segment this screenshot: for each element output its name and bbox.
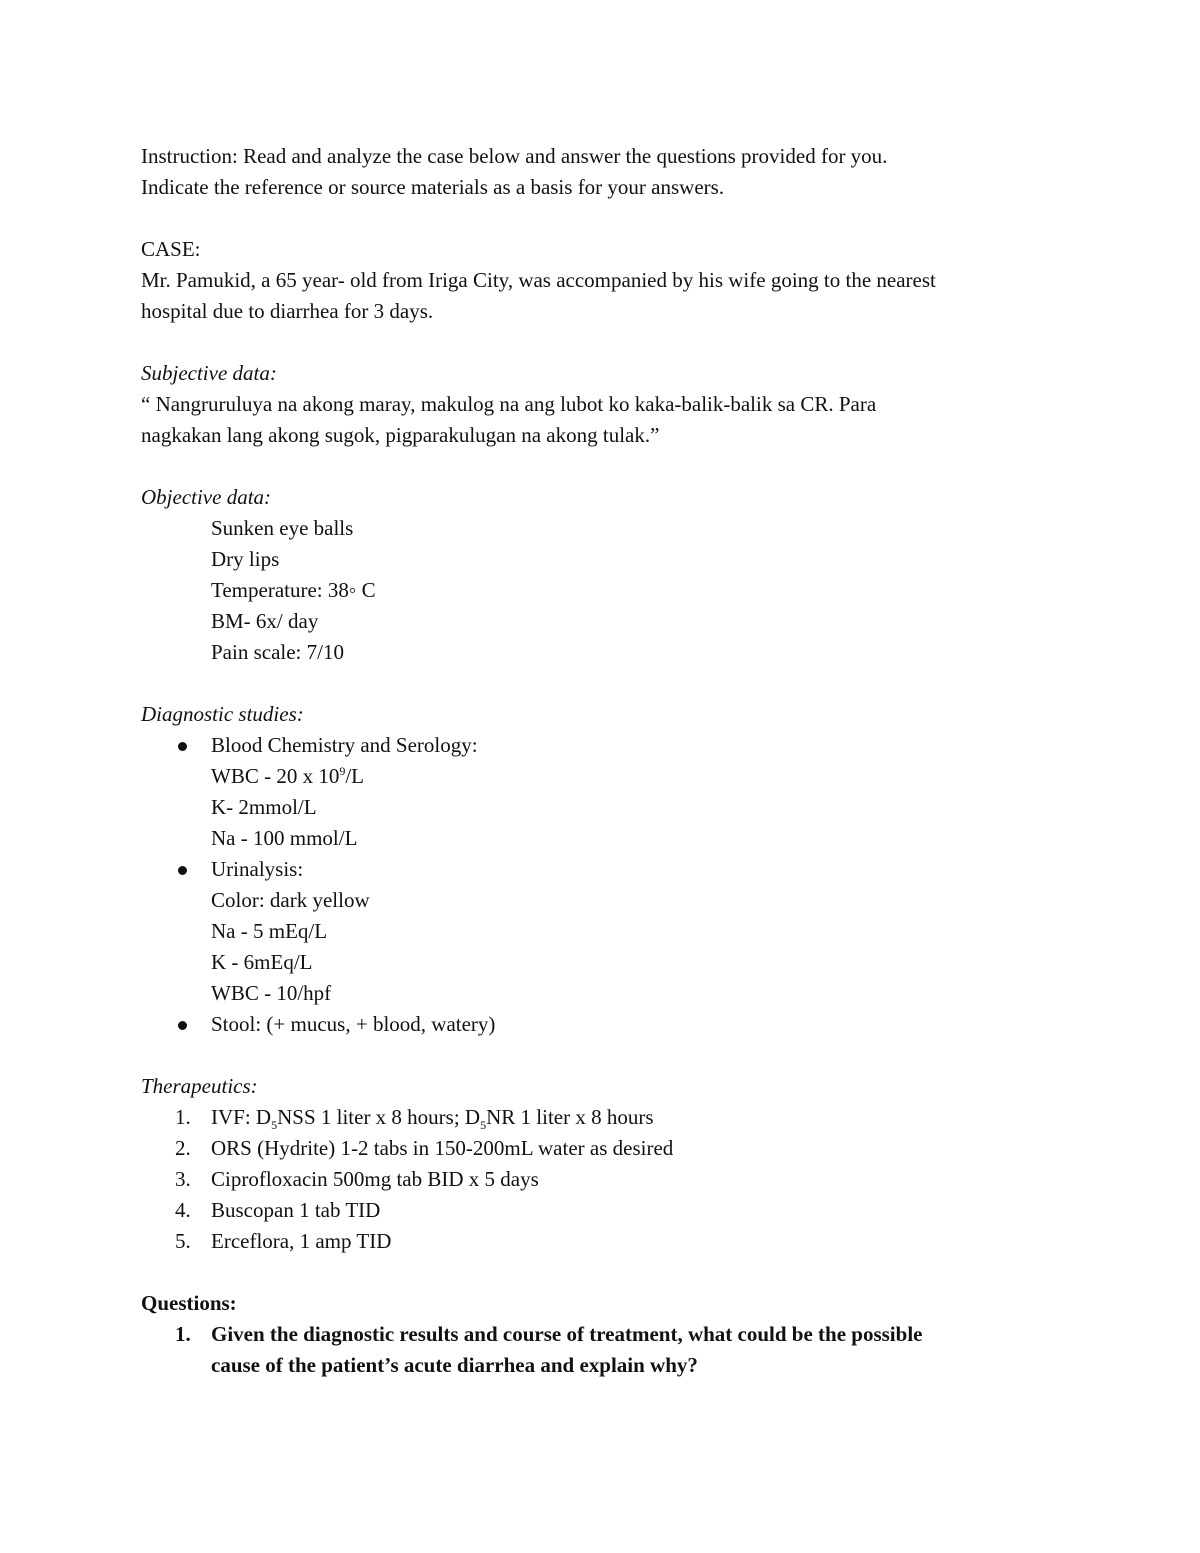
- blood-chemistry-title: Blood Chemistry and Serology:: [211, 733, 478, 757]
- therapeutics-item: [141, 1133, 1061, 1164]
- question-1-text: Given the diagnostic results and course of treatment, what could be the possible: [211, 1322, 923, 1346]
- therapeutics-label: Therapeutics:: [141, 1074, 258, 1098]
- list-number: 2.: [175, 1136, 191, 1160]
- subjective-line-1: “ Nangruruluya na akong maray, makulog na ang lubot ko kaka-balik-balik sa CR. Para: [141, 392, 877, 416]
- wbc-unit: /L: [345, 764, 364, 788]
- therapeutics-text: ORS (Hydrite) 1-2 tabs in 150-200mL water as desired: [211, 1136, 674, 1160]
- question-1-line-1: [141, 1319, 1061, 1350]
- bullet-icon: [178, 1021, 187, 1030]
- urinalysis-result: Color: dark yellow: [211, 888, 370, 912]
- wbc-result: [141, 761, 1061, 792]
- question-1-line-2: [141, 1350, 1061, 1381]
- instruction-line-2: Indicate the reference or source materials as a basis for your answers.: [141, 175, 725, 199]
- wbc-pre: WBC - 20 x 10: [211, 764, 340, 788]
- list-number: 3.: [175, 1167, 191, 1191]
- document-body: [141, 141, 1061, 1381]
- wbc-exponent: 9: [339, 764, 346, 778]
- blood-chemistry-item: [141, 730, 1061, 761]
- objective-item: BM- 6x/ day: [211, 609, 319, 633]
- stool-item: [141, 1009, 1061, 1040]
- therapeutics-text: Erceflora, 1 amp TID: [211, 1229, 392, 1253]
- urinalysis-result: K - 6mEq/L: [211, 950, 313, 974]
- subjective-label: Subjective data:: [141, 361, 277, 385]
- therapeutics-text: Ciprofloxacin 500mg tab BID x 5 days: [211, 1167, 539, 1191]
- therapeutics-item: [141, 1195, 1061, 1226]
- therapeutics-item: [141, 1226, 1061, 1257]
- therapeutics-text: Buscopan 1 tab TID: [211, 1198, 381, 1222]
- bullet-icon: [178, 742, 187, 751]
- subjective-line-2: nagkakan lang akong sugok, pigparakulugan na akong tulak.”: [141, 423, 660, 447]
- stool-text: Stool: (+ mucus, + blood, watery): [211, 1012, 496, 1036]
- case-label: CASE:: [141, 237, 201, 261]
- question-1-text-cont: cause of the patient’s acute diarrhea and explain why?: [211, 1353, 698, 1377]
- questions-label: Questions:: [141, 1291, 237, 1315]
- list-number: 4.: [175, 1198, 191, 1222]
- urinalysis-title: Urinalysis:: [211, 857, 304, 881]
- instruction-line-1: Instruction: Read and analyze the case below and answer the questions provided for you.: [141, 144, 888, 168]
- ivf-subscript: 5: [480, 1118, 487, 1133]
- case-line-2: hospital due to diarrhea for 3 days.: [141, 299, 434, 323]
- sodium-result: Na - 100 mmol/L: [211, 826, 358, 850]
- therapeutics-item: [141, 1164, 1061, 1195]
- bullet-icon: [178, 866, 187, 875]
- urinalysis-item: [141, 854, 1061, 885]
- ivf-subscript: 5: [271, 1118, 278, 1133]
- urinalysis-result: Na - 5 mEq/L: [211, 919, 328, 943]
- question-number: 1.: [175, 1322, 191, 1346]
- potassium-result: K- 2mmol/L: [211, 795, 317, 819]
- ivf-text: NSS 1 liter x 8 hours; D: [277, 1105, 481, 1129]
- objective-label: Objective data:: [141, 485, 272, 509]
- diagnostics-label: Diagnostic studies:: [141, 702, 304, 726]
- case-line-1: Mr. Pamukid, a 65 year- old from Iriga City, was accompanied by his wife going to the nearest: [141, 268, 936, 292]
- ivf-text: IVF: D: [211, 1105, 272, 1129]
- ivf-text: NR 1 liter x 8 hours: [486, 1105, 654, 1129]
- objective-item: Sunken eye balls: [211, 516, 354, 540]
- objective-item: Pain scale: 7/10: [211, 640, 344, 664]
- list-number: 5.: [175, 1229, 191, 1253]
- objective-item: Dry lips: [211, 547, 280, 571]
- objective-item: Temperature: 38◦ C: [211, 578, 376, 602]
- therapeutics-item: [141, 1102, 1061, 1133]
- urinalysis-result: WBC - 10/hpf: [211, 981, 332, 1005]
- list-number: 1.: [175, 1105, 191, 1129]
